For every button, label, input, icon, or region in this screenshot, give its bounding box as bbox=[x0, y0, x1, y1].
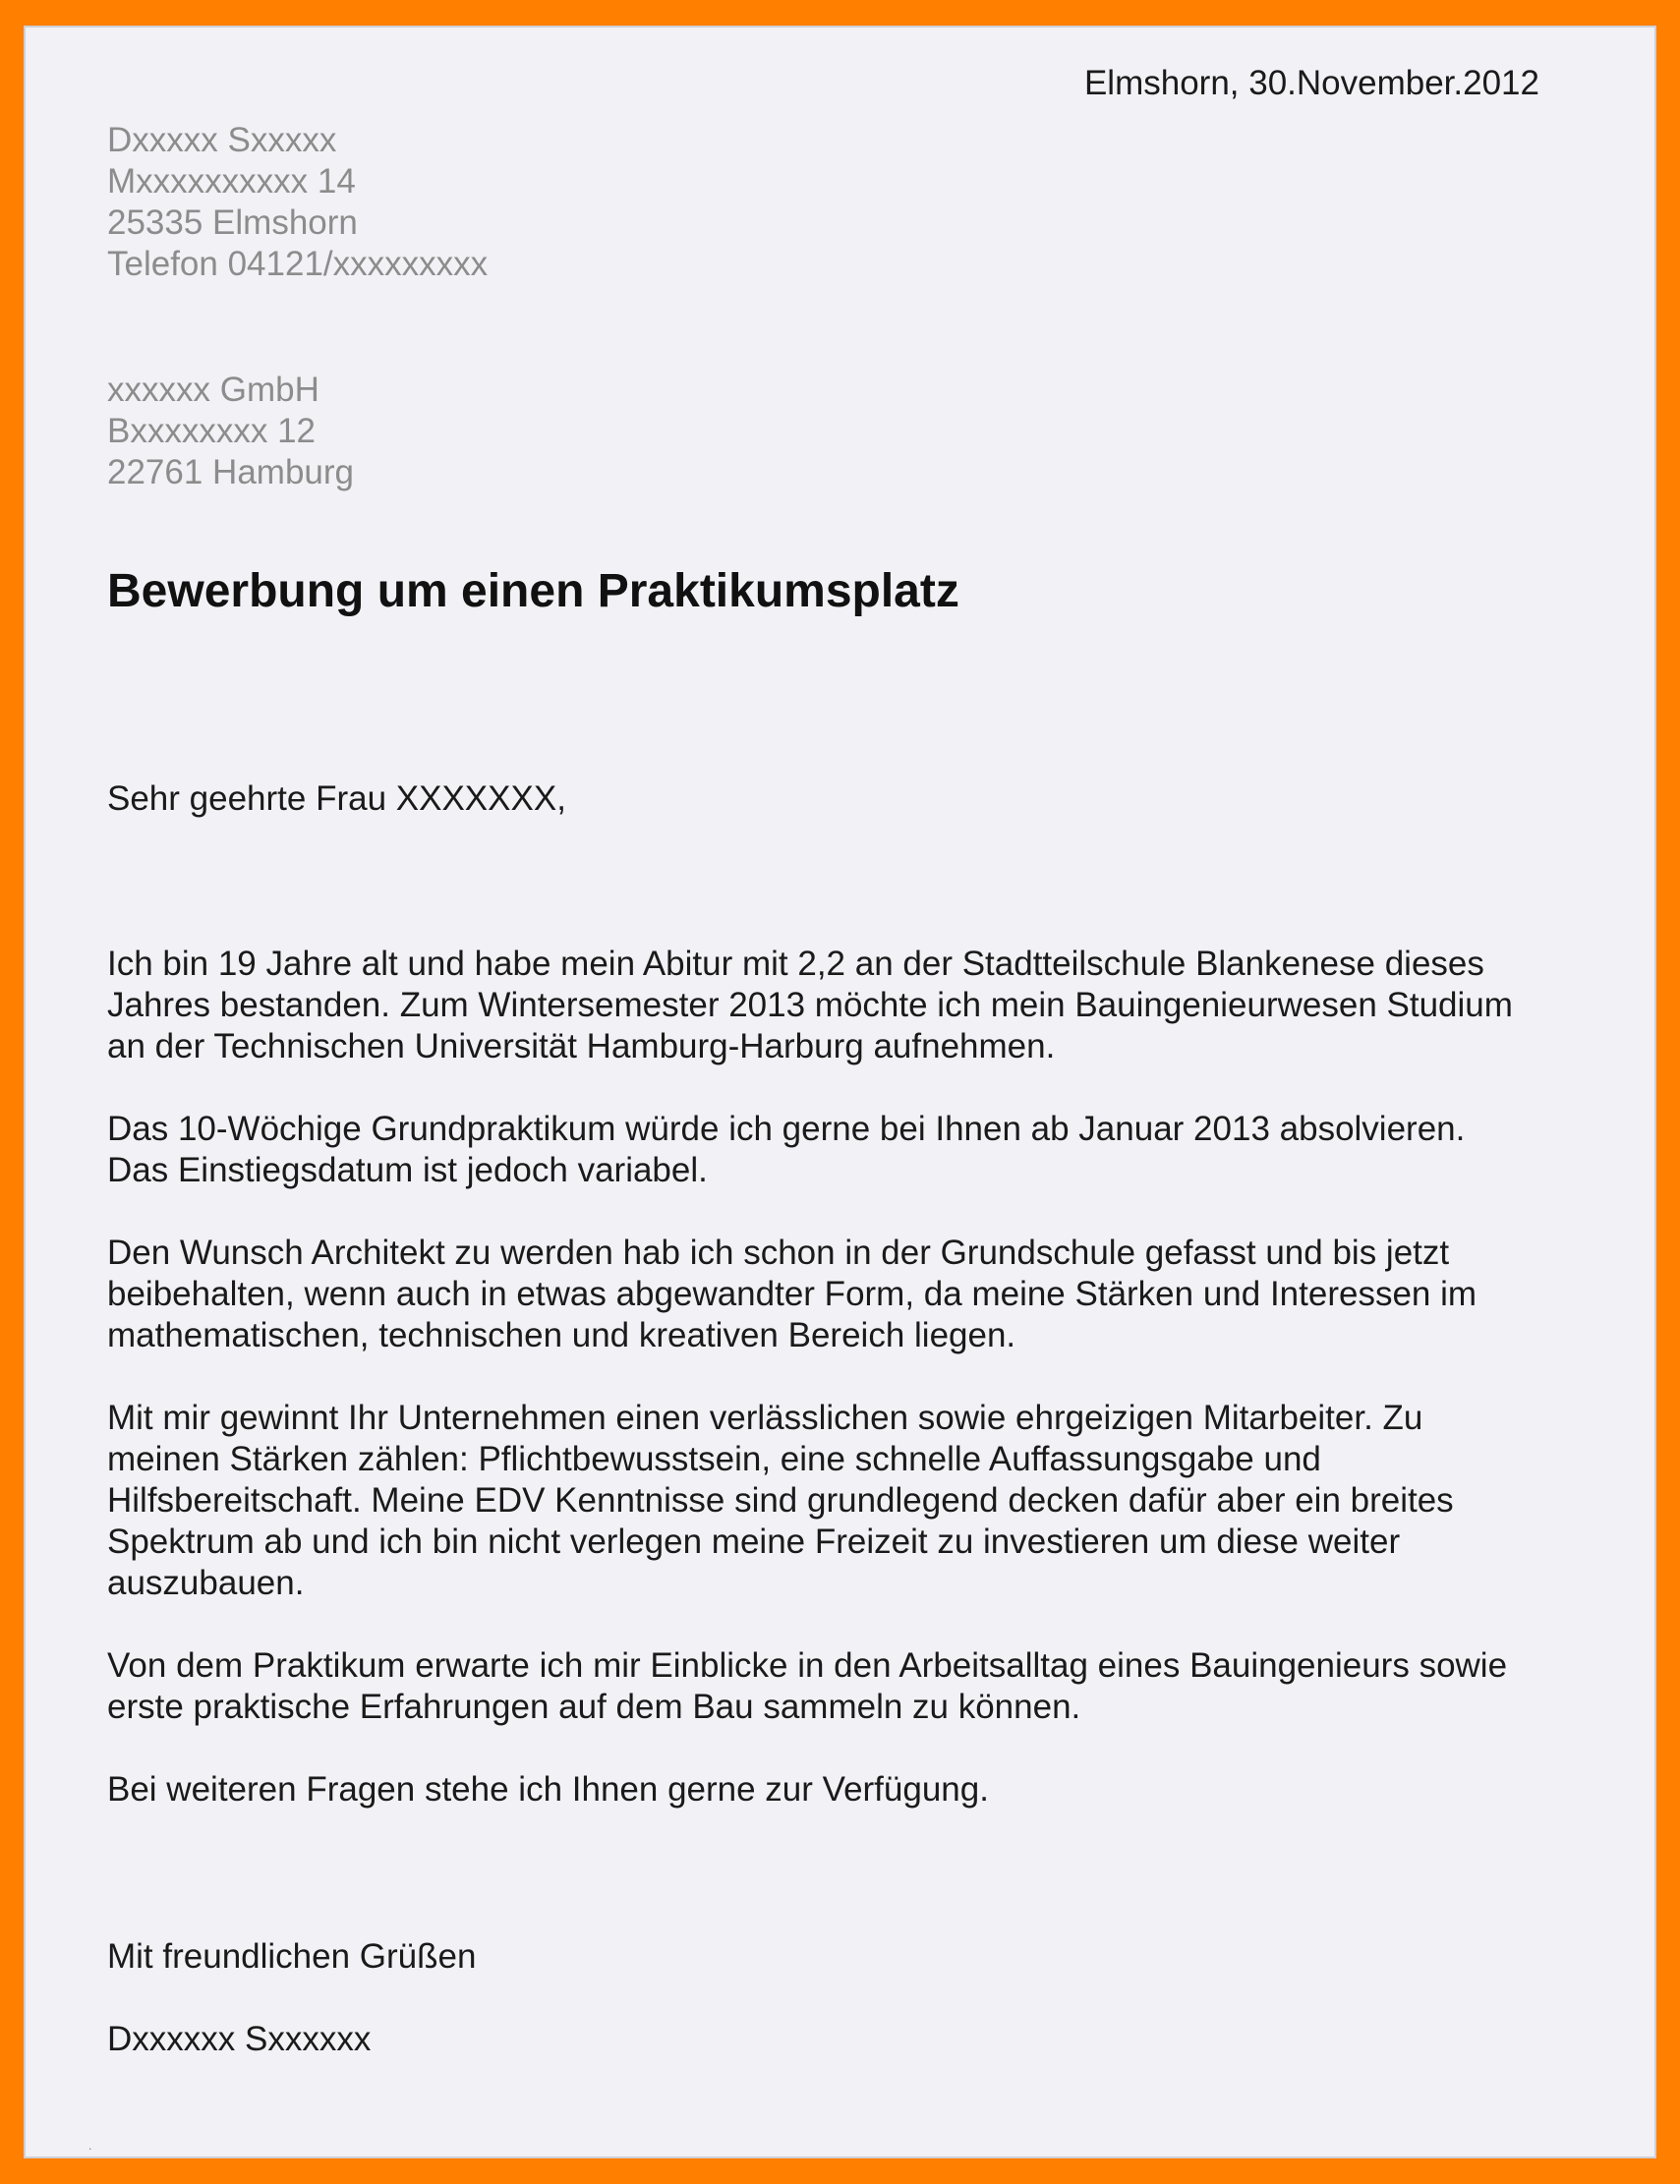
signature: Dxxxxxx Sxxxxxx bbox=[107, 2020, 372, 2058]
recipient-company: xxxxxx GmbH bbox=[107, 371, 319, 409]
letter-page bbox=[24, 26, 1656, 2158]
body-line: mathematischen, technischen und kreativen Bereich liegen. bbox=[107, 1316, 1016, 1354]
letter-date: Elmshorn, 30.November.2012 bbox=[1083, 64, 1539, 102]
body-line: Ich bin 19 Jahre alt und habe mein Abitur mit 2,2 an der Stadtteilschule Blankenese dieses bbox=[107, 945, 1484, 983]
closing: Mit freundlichen Grüßen bbox=[107, 1937, 477, 1976]
body-line: Von dem Praktikum erwarte ich mir Einblicke in den Arbeitsalltag eines Bauingenieurs sowie bbox=[107, 1646, 1508, 1685]
body-line: an der Technischen Universität Hamburg-Harburg aufnehmen. bbox=[107, 1027, 1056, 1065]
sender-name: Dxxxxx Sxxxxx bbox=[107, 121, 337, 159]
body-line: Jahres bestanden. Zum Wintersemester 2013 möchte ich mein Bauingenieurwesen Studium bbox=[107, 986, 1513, 1024]
body-line: beibehalten, wenn auch in etwas abgewandter Form, da meine Stärken und Interessen im bbox=[107, 1275, 1477, 1313]
letter-subject: Bewerbung um einen Praktikumsplatz bbox=[107, 565, 959, 617]
recipient-street: Bxxxxxxxx 12 bbox=[107, 412, 316, 450]
body-line: auszubauen. bbox=[107, 1564, 305, 1602]
body-line: Spektrum ab und ich bin nicht verlegen meine Freizeit zu investieren um diese weiter bbox=[107, 1523, 1401, 1561]
corner-mark: . bbox=[88, 2139, 92, 2153]
body-line: Bei weiteren Fragen stehe ich Ihnen gerne zur Verfügung. bbox=[107, 1770, 989, 1809]
sender-phone: Telefon 04121/xxxxxxxxx bbox=[107, 245, 489, 283]
body-line: Das 10-Wöchige Grundpraktikum würde ich gerne bei Ihnen ab Januar 2013 absolvieren. bbox=[107, 1110, 1466, 1148]
body-line: meinen Stärken zählen: Pflichtbewusstsein, eine schnelle Auffassungsgabe und bbox=[107, 1440, 1321, 1478]
sender-street: Mxxxxxxxxxx 14 bbox=[107, 162, 356, 201]
body-line: erste praktische Erfahrungen auf dem Bau sammeln zu können. bbox=[107, 1688, 1081, 1726]
body-line: Hilfsbereitschaft. Meine EDV Kenntnisse sind grundlegend decken dafür aber ein breites bbox=[107, 1481, 1454, 1520]
sender-city: 25335 Elmshorn bbox=[107, 203, 358, 242]
body-line: Mit mir gewinnt Ihr Unternehmen einen verlässlichen sowie ehrgeizigen Mitarbeiter. Zu bbox=[107, 1399, 1423, 1437]
recipient-city: 22761 Hamburg bbox=[107, 453, 354, 491]
body-line: Den Wunsch Architekt zu werden hab ich schon in der Grundschule gefasst und bis jetzt bbox=[107, 1234, 1450, 1272]
salutation: Sehr geehrte Frau XXXXXXX, bbox=[107, 779, 566, 818]
body-line: Das Einstiegsdatum ist jedoch variabel. bbox=[107, 1151, 708, 1189]
